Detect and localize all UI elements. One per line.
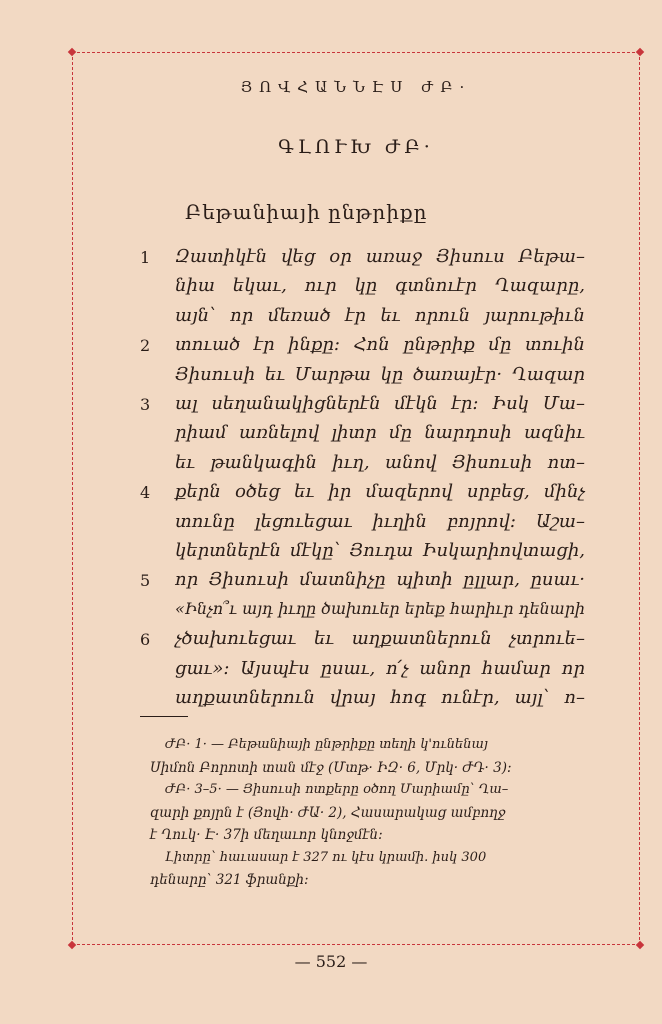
verse-number: 6	[140, 630, 151, 650]
verse-number: 3	[140, 395, 151, 414]
footnote-line: զարի քոյրն է (Յովհ· ԺԱ· 2), Հասարակաց ամբողջ	[150, 804, 506, 821]
footnote-line: Լիտրը՝ հաւասար է 327 ու կէս կրամի. իսկ 300	[165, 849, 487, 865]
text-line: աղքատներուն վրայ հոգ ունէր, այլ՝ ո–	[175, 687, 585, 708]
text-line: «Ինչո՞ւ այդ իւղը ծախուեր երեք հարիւր դենարի	[175, 598, 585, 618]
text-line: եւ թանկագին իւղ, անով Յիսուսի ոտ–	[175, 451, 585, 473]
text-line: Յիսուսի եւ Մարթա կը ծառայէր· Ղազար	[175, 363, 585, 385]
section-title: Բեթանիայի ընթրիքը	[185, 200, 428, 224]
chapter-title: ԳԼՈՒԽ ԺԲ·	[278, 136, 434, 158]
page-number: — 552 —	[294, 952, 368, 971]
verse-number: 4	[140, 483, 151, 503]
footnote-line: է Ղուկ· Է· 37ի մեղաւոր կնոջմէն:	[150, 827, 383, 843]
footnote-line: դենարը՝ 321 ֆրանքի:	[150, 872, 309, 888]
verse-number: 1	[140, 248, 151, 267]
footnote-line: ԺԲ· 1· — Բեթանիայի ընթրիքը տեղի կ'ունենայ	[165, 737, 488, 752]
text-line: որ Յիսուսի մատնիչը պիտի ըլլար, ըսաւ·	[175, 569, 585, 591]
text-line: չծախուեցաւ եւ աղքատներուն չտրուե–	[175, 628, 585, 650]
footnote-line: Սիմոն Բորոտի տան մէջ (Մտթ· ԻԶ· 6, Մրկ· ԺԴ· 3):	[150, 759, 512, 776]
text-line: այն՝ որ մեռած էր եւ որուն յարութիւն	[175, 304, 585, 326]
text-line: Զատիկէն վեց օր առաջ Յիսուս Բեթա–	[175, 246, 585, 267]
text-line: ալ սեղանակիցներէն մէկն էր: Իսկ Մա–	[175, 393, 585, 414]
running-head: ՅՈՎՀԱՆՆԷՍ ԺԲ·	[240, 78, 472, 96]
verse-number: 2	[140, 336, 151, 356]
verse-number: 5	[140, 571, 151, 591]
footnote-divider	[140, 716, 188, 717]
text-line: կերտներէն մէկը՝ Յուդա Իսկարիովտացի,	[175, 540, 585, 561]
text-line: նիա եկաւ, ուր կը գտնուէր Ղազարը,	[175, 275, 585, 297]
text-line: քերն օծեց եւ իր մազերով սրբեց, մինչ	[175, 481, 585, 503]
text-line: րիամ առնելով լիտր մը նարդոսի ազնիւ	[175, 422, 585, 444]
text-line: տունը լեցուեցաւ իւղին բոյրով: Աշա–	[175, 510, 585, 532]
text-line: տուած էր ինքը: Հոն ընթրիք մը տուին	[175, 334, 585, 356]
border-corner-ornament	[636, 941, 644, 949]
footnote-line: ԺԲ· 3–5· — Յիսուսի ոտքերը օծող Մարիամը՝ Ղա–	[165, 782, 509, 797]
text-line: ցաւ»: Այսպէս ըսաւ, ո՛չ անոր համար որ	[175, 657, 585, 679]
